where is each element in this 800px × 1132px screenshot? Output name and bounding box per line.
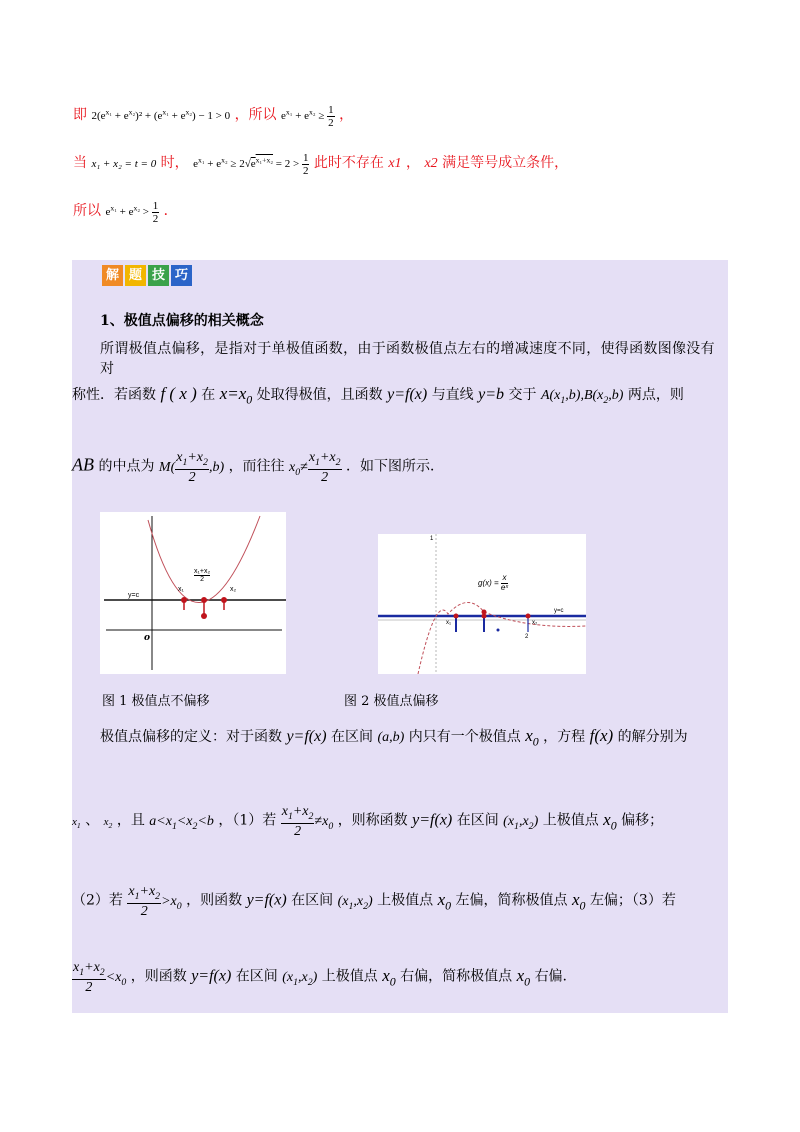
text-case-2: （2）若 bbox=[72, 892, 123, 909]
figure-2-caption: 图 2 极值点偏移 bbox=[344, 694, 439, 709]
text-case-1: ，（1）若 bbox=[218, 812, 277, 829]
text-zai: 在 bbox=[201, 387, 216, 403]
section-heading: 1、极值点偏移的相关概念 bbox=[100, 313, 264, 329]
text-one-extreme: 内只有一个极值点 bbox=[408, 729, 521, 745]
formula-x0-neq: $x_0\ne$ $\frac{x_1+x_2}{2}$ bbox=[289, 450, 341, 485]
formula-x1x2-2: $(x_1,x_2)$ bbox=[337, 893, 373, 912]
point-small bbox=[497, 629, 500, 632]
figure-2 bbox=[378, 534, 586, 674]
gx-frac bbox=[501, 574, 508, 593]
text-then-function-2: ，则函数 bbox=[130, 968, 187, 985]
text-left-offset: 左偏，简称极值点 bbox=[455, 892, 568, 909]
label-x2: x₂ bbox=[532, 620, 538, 626]
formula-neq-x0: $\frac{x_1+x_2}{2}$ $\ne x_0$ bbox=[281, 804, 334, 839]
formula-x0-4: $x_0$ bbox=[571, 889, 586, 913]
formula-points-AB: $A(x_1,b),B(x_2,b)$ bbox=[540, 388, 624, 406]
formula-fx: f ( x ) bbox=[160, 384, 197, 403]
formula-M: M( $\frac{x_1+x_2}{2}$ ,b) bbox=[158, 450, 225, 485]
text-extreme: 处取得极值，且函数 bbox=[256, 387, 383, 403]
text-suoyi-2: 所以 bbox=[73, 203, 101, 220]
point-mid bbox=[482, 614, 487, 619]
gx-den: eˣ bbox=[500, 582, 509, 592]
formula-lt-x0: $\frac{x_1+x_2}{2}$ $<x_0$ bbox=[73, 960, 127, 995]
formula-amgm: $e^{x_1} + e^{x_2} \ge 2√e^{x_1+x_2} = 2$ > $\frac{1}{2}$ bbox=[193, 152, 309, 178]
text-chengxing: 称性．若函数 bbox=[72, 387, 156, 403]
formula-y-fx-1: y=f(x) bbox=[286, 728, 327, 745]
text-in-interval: 在区间 bbox=[456, 812, 499, 829]
text-ji: 即 bbox=[73, 107, 87, 124]
parabola-curve bbox=[148, 516, 260, 603]
formula-y-eq-fx: y=f(x) bbox=[387, 386, 428, 403]
var-x2: x2 bbox=[424, 156, 438, 172]
text-in-interval-2: 在区间 bbox=[291, 892, 334, 909]
comma: ， bbox=[339, 107, 354, 124]
tick-label-2: 2 bbox=[525, 634, 529, 640]
text-offset: 偏移； bbox=[621, 812, 664, 829]
formula-y-fx-2: y=f(x) bbox=[412, 811, 453, 829]
text-see-figure: ．如下图所示． bbox=[345, 458, 444, 475]
badge-char-3: 技 bbox=[148, 265, 169, 286]
gx-num: x bbox=[502, 573, 507, 582]
label-midpoint bbox=[194, 568, 210, 583]
point-x2 bbox=[221, 597, 227, 603]
formula-quadratic: $2(e^{x_1} + e^{x_2})^2 + (e^{x_1} + e^{x_2}) - 1 > 0$ bbox=[91, 107, 231, 123]
text-intersect: 交于 bbox=[508, 387, 537, 403]
text-suoyi: ，所以 bbox=[234, 107, 277, 124]
label-mid-den: 2 bbox=[200, 576, 205, 583]
def-line-3 bbox=[72, 884, 728, 919]
label-origin: o bbox=[144, 633, 151, 643]
gx-name: g(x) = bbox=[478, 578, 499, 588]
tick-label-1: 1 bbox=[430, 536, 434, 542]
formula-x1x2-3: $(x_1,x_2)$ bbox=[282, 969, 318, 988]
top-line-1 bbox=[73, 104, 353, 129]
def-line-1 bbox=[100, 726, 728, 749]
text-solutions: 的解分别为 bbox=[617, 729, 688, 745]
text-midpoint: 的中点为 bbox=[98, 458, 155, 475]
def-line-2 bbox=[72, 804, 728, 839]
point-x2 bbox=[526, 614, 531, 619]
text-dang: 当 bbox=[73, 155, 87, 172]
formula-x0-1: $x_0$ bbox=[525, 726, 539, 749]
text-no-exist: 此时不存在 bbox=[313, 155, 384, 172]
label-mid-num: x₁+x₂ bbox=[194, 568, 211, 575]
sep: ， bbox=[406, 155, 421, 172]
figure-1 bbox=[100, 512, 286, 674]
text-call-function: ，则称函数 bbox=[337, 812, 408, 829]
point-mid bbox=[201, 597, 207, 603]
label-x2: x₂ bbox=[230, 586, 237, 593]
text-case-3: 左偏；（3）若 bbox=[589, 892, 676, 909]
formula-x-eq-x0: $x=x_0$ bbox=[219, 384, 253, 407]
formula-x1x2-1: $(x_1,x_2)$ bbox=[503, 813, 539, 832]
text-extreme-point-2: 上极值点 bbox=[377, 892, 434, 909]
formula-y-fx-4: y=f(x) bbox=[191, 967, 232, 985]
point-min bbox=[201, 613, 207, 619]
badge-char-1: 解 bbox=[102, 265, 123, 286]
point-x1 bbox=[454, 614, 459, 619]
formula-AB: AB bbox=[72, 454, 94, 475]
label-x1: x₁ bbox=[178, 586, 184, 593]
text-right-offset: 右偏，简称极值点 bbox=[400, 968, 513, 985]
text-line: 与直线 bbox=[431, 387, 474, 403]
text-in-interval-3: 在区间 bbox=[235, 968, 278, 985]
formula-ineq: $a<x_1<x_2<b$ bbox=[149, 813, 214, 832]
text-shi: 时， bbox=[160, 155, 189, 172]
sep-dun: 、 bbox=[85, 812, 100, 829]
formula-gt-x0: $\frac{x_1+x_2}{2}$ $>x_0$ bbox=[128, 884, 182, 919]
top-line-2 bbox=[73, 152, 568, 177]
figure-1-caption: 图 1 极值点不偏移 bbox=[102, 694, 210, 709]
var-x1: x1 bbox=[388, 156, 402, 172]
formula-fx-2: f(x) bbox=[589, 726, 614, 745]
formula-x0-3: $x_0$ bbox=[437, 889, 452, 913]
text-two-points: 两点，则 bbox=[627, 387, 684, 403]
formula-x0-5: $x_0$ bbox=[382, 965, 396, 989]
text-def-start: 极值点偏移的定义：对于函数 bbox=[100, 729, 282, 745]
formula-result-1: $e^{x_1} + e^{x_2}$ ≥ $\frac{1}{2}$ bbox=[281, 104, 334, 130]
formula-x2: $x_2$ bbox=[103, 815, 113, 830]
para-1b bbox=[72, 384, 728, 407]
text-extreme-point-3: 上极值点 bbox=[321, 968, 378, 985]
para-1a: 所谓极值点偏移，是指对于单极值函数，由于函数极值点左右的增减速度不同，使得函数图像没有对 bbox=[100, 341, 715, 377]
formula-ab: (a,b) bbox=[377, 730, 405, 745]
text-equation: ，方程 bbox=[543, 729, 586, 745]
formula-x1: $x_1$ bbox=[72, 815, 81, 830]
text-condition: 满足等号成立条件， bbox=[442, 155, 569, 172]
tips-panel bbox=[72, 260, 728, 1013]
label-yc: y=c bbox=[554, 608, 564, 614]
formula-y-eq-b: y=b bbox=[478, 386, 505, 403]
formula-y-fx-3: y=f(x) bbox=[246, 891, 287, 909]
formula-x0-6: $x_0$ bbox=[516, 965, 531, 989]
para-2 bbox=[72, 450, 728, 485]
formula-final: $e^{x_1} + e^{x_2}$ > $\frac{1}{2}$ bbox=[105, 200, 159, 226]
text-then-function: ，则函数 bbox=[186, 892, 243, 909]
text-and: ，且 bbox=[116, 812, 145, 829]
text-extreme-point: 上极值点 bbox=[542, 812, 599, 829]
badge-char-4: 巧 bbox=[171, 265, 192, 286]
text-right-end: 右偏. bbox=[534, 968, 568, 985]
point-x1 bbox=[181, 597, 187, 603]
gx-label bbox=[478, 574, 508, 593]
top-line-3 bbox=[73, 200, 178, 225]
badge-tips bbox=[102, 264, 194, 286]
def-line-4 bbox=[72, 960, 728, 995]
text-often: ，而往往 bbox=[228, 458, 285, 475]
figure-2-graph bbox=[378, 534, 586, 674]
text-interval: 在区间 bbox=[331, 729, 374, 745]
label-yc: y=c bbox=[128, 592, 140, 599]
formula-x0-2: $x_0$ bbox=[603, 809, 617, 833]
badge-char-2: 题 bbox=[125, 265, 146, 286]
label-x1: x₁ bbox=[446, 620, 452, 626]
period: ． bbox=[163, 203, 178, 220]
formula-condition: x₁ + x₂ = t = 0 bbox=[91, 158, 157, 171]
